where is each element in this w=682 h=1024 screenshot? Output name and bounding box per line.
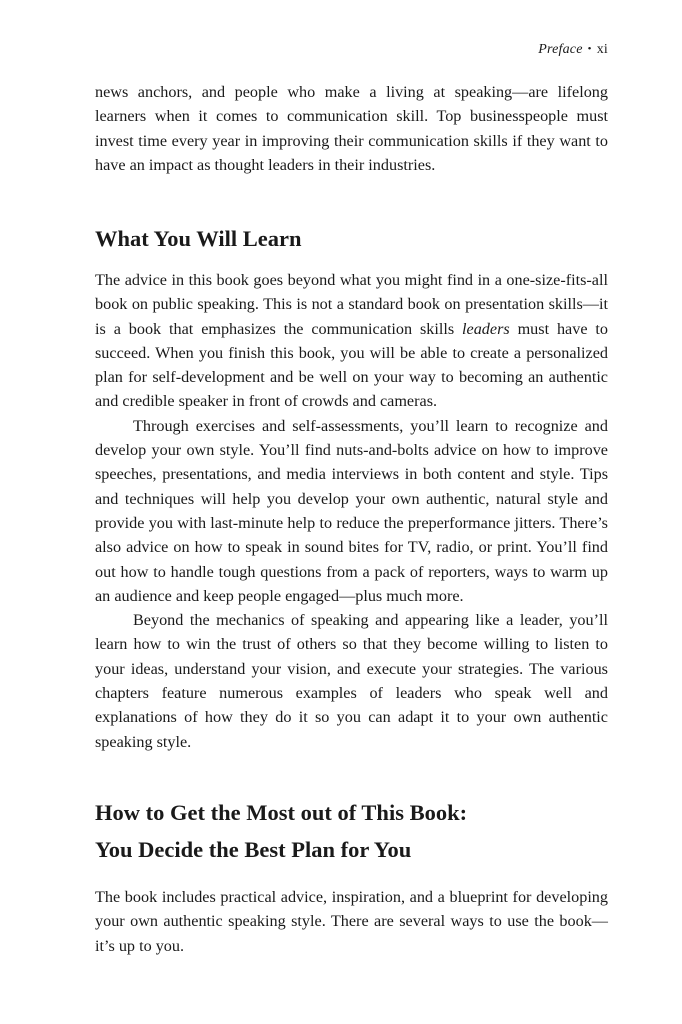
- section2-body: [95, 885, 608, 958]
- section1-p1-text-b: must have to succeed. When you finish this book, you will be able to create a personalized plan for self-development and be well on your way to becoming an authentic and credible speaker in front of crowds and cameras.: [95, 319, 608, 411]
- running-head-separator: •: [587, 43, 592, 55]
- section1-p1-text-a: The advice in this book goes beyond what you might find in a one-size-fits-all book on public speaking. This is not a standard book on presentation skills—it is a book that emphasizes the communication skills: [95, 271, 608, 338]
- section-heading-what-you-will-learn: What You Will Learn: [95, 226, 302, 251]
- section-heading-how-to-get-most-line-1: How to Get the Most out of This Book:: [95, 800, 468, 825]
- page-number: xi: [596, 42, 608, 57]
- intro-block: [95, 80, 608, 177]
- section1-body: [95, 268, 608, 754]
- section1-paragraph-2: Through exercises and self-assessments, you’ll learn to recognize and develop your own style. You’ll find nuts-and-bolts advice on how to improve speeches, presentations, and media interviews in both content and style. Tips and techniques will help you develop your own authentic, natural style and provide you with last-minute help to reduce the preperformance jitters. There’s also advice on how to speak in sound bites for TV, radio, or print. You’ll find out how to handle tough questions from a pack of reporters, ways to warm up an audience and keep people engaged—plus much more.: [95, 416, 608, 605]
- section1-paragraph-1: [95, 268, 608, 414]
- running-head-section: Preface: [538, 42, 583, 57]
- section1-p1-emphasis: leaders: [462, 319, 510, 338]
- section1-paragraph-3: Beyond the mechanics of speaking and appearing like a leader, you’ll learn how to win the trust of others so that they become willing to listen to your ideas, understand your vision, and execute your strategies. The various chapters feature numerous examples of leaders who speak well and explanations of how they do it so you can adapt it to your own authentic speaking style.: [95, 611, 608, 751]
- section2-paragraph-1: The book includes practical advice, inspiration, and a blueprint for developing your own authentic speaking style. There are several ways to use the book—it’s up to you.: [95, 888, 608, 955]
- running-head: [538, 42, 608, 58]
- intro-paragraph: news anchors, and people who make a living at speaking—are lifelong learners when it comes to communication skill. Top businesspeople must invest time every year in improving their communication skills if they want to have an impact as thought leaders in their industries.: [95, 83, 608, 174]
- section-heading-how-to-get-most-line-2: You Decide the Best Plan for You: [95, 837, 412, 862]
